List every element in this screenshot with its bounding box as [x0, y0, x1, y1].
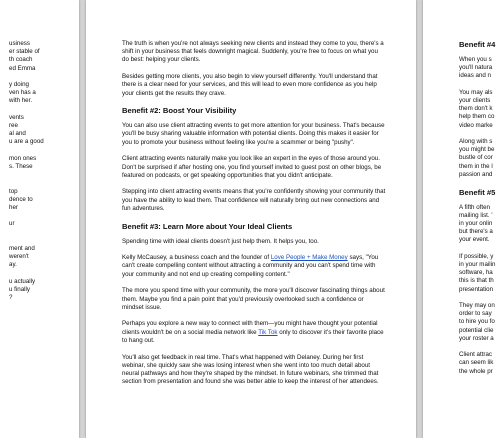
text-line: you'll natura — [459, 64, 493, 72]
text-line: u are a good — [9, 138, 44, 146]
text-line: video marke — [459, 121, 493, 129]
text-line: ideas and n — [459, 72, 491, 80]
text-line: order to say — [459, 310, 492, 318]
heading-benefit-2: Benefit #2: Boost Your Visibility — [122, 106, 237, 116]
text-line: ed Emma — [9, 64, 36, 72]
paragraph-with-link — [122, 254, 386, 279]
text-line: ree — [9, 122, 18, 130]
text-line: passion and — [459, 170, 493, 178]
heading-benefit-5: Benefit #5 — [459, 187, 496, 197]
text-line: this is that th — [459, 277, 494, 285]
text-line — [459, 294, 500, 302]
text-line: When you s — [459, 56, 492, 63]
text-line: them in the l — [459, 162, 493, 170]
text-line: ? — [9, 294, 13, 302]
text-line — [9, 229, 79, 237]
text-line: the whole pr — [459, 367, 493, 375]
text-line: help them co — [459, 113, 495, 121]
text-line: potential clie — [459, 326, 494, 334]
text-line — [9, 171, 79, 179]
text-line: in your onlin — [459, 219, 493, 227]
text-line: to hire you fo — [459, 318, 495, 326]
text: only to discover it's their favorite place to hang out. — [122, 328, 384, 344]
previous-page-text — [9, 40, 79, 303]
text-line: them don't k — [459, 105, 493, 113]
text-line: her — [9, 204, 18, 212]
text: Perhaps you explore a new way to connect with them—you might have thought your potential clients wouldn't be on a social media network like — [122, 320, 378, 336]
text-line: mailing list. ' — [459, 211, 493, 219]
text-line: u actually — [9, 277, 36, 285]
paragraph: Besides getting more clients, you also begin to view yourself differently. You'll understand that there is a clear need for your services, and this will lead to even more confidence as you help your clients get the results they crave. — [122, 73, 378, 97]
paragraph: The more you spend time with your community, the more you'll discover fascinating things about them. Maybe you find a pain point that you'd previously overlooked such a confidence or mindset issue. — [122, 287, 385, 311]
text-line: ur — [9, 220, 15, 228]
paragraph: You can also use client attracting events to get more attention for your business. That's because you'll be busy sharing valuable information with potential clients. Doing this makes it easier for you to promote your business without feeling like you're a scammer or being "pushy". — [122, 122, 385, 146]
text-line — [9, 212, 79, 220]
text-line: al and — [9, 130, 26, 138]
text-line: You may als — [459, 88, 493, 96]
text-line: but there's a — [459, 228, 493, 236]
text-line: you might be — [459, 146, 495, 154]
text-line: ven has a — [9, 89, 36, 97]
text-line — [9, 73, 79, 81]
paragraph: You'll also get feedback in real time. That's what happened with Delaney. During her first webinar, she quickly saw she was losing interest when she went into too much detail about neural pathways and how they're shaped by the mindset. In future webinars, she trimmed that section from presentation and found she was better able to keep the interest of her attendees. — [122, 353, 379, 386]
text-line: vents — [9, 113, 24, 121]
text-line: weren't — [9, 253, 29, 261]
next-page-text — [459, 40, 500, 376]
text: says, "You can't create compelling content without attracting a community and you can't spend time with your community and not end up creating compelling content." — [122, 254, 379, 278]
text-line: your roster a — [459, 334, 494, 342]
heading-benefit-4: Benefit #4 — [459, 40, 496, 49]
text-line — [459, 343, 500, 351]
text: Kelly McCausey, a business coach and the founder of — [122, 254, 271, 262]
text-line: can seem lik — [459, 359, 494, 367]
text-line: your event. — [459, 236, 490, 244]
text-line: er stable of — [9, 48, 40, 56]
text-line — [9, 147, 79, 155]
text-line — [459, 81, 500, 89]
text-line: mon ones — [9, 154, 37, 162]
text-line — [9, 106, 79, 114]
tik-tok-link[interactable]: Tik Tok — [258, 328, 278, 336]
text-line: u finally — [9, 286, 30, 294]
text-line: They may on — [459, 301, 495, 309]
text-line: Client attrac — [459, 351, 493, 359]
paragraph-with-link — [122, 320, 386, 345]
text-line: th coach — [9, 56, 33, 64]
current-page-body — [122, 40, 386, 395]
text-line: bustle of cor — [459, 154, 493, 162]
text-line: your clients — [459, 97, 491, 105]
text-block — [459, 56, 500, 179]
text-line: y doing — [9, 81, 29, 89]
text-line — [459, 130, 500, 138]
paragraph: The truth is when you're not always seeking new clients and instead they come to you, there's a shift in your business that feels downright magical. Suddenly, you're free to focus on what you do best: helping your clients. — [122, 40, 384, 64]
text-line: usiness — [9, 40, 30, 47]
text-line: software, ha — [459, 269, 493, 277]
paragraph: Stepping into client attracting events means that you're confidently showing your community that you have the ability to lead them. That confidence will naturally bring out new connections and fun adventures. — [122, 188, 386, 212]
text-line: ment and — [9, 245, 35, 253]
previous-page[interactable] — [0, 0, 79, 438]
text-line: presentation — [459, 285, 494, 293]
text-line — [459, 245, 500, 253]
text-line — [9, 179, 79, 187]
next-page[interactable] — [423, 0, 500, 438]
text-line — [9, 270, 79, 278]
text-line: A fifth often — [459, 203, 490, 211]
current-page[interactable] — [86, 0, 416, 438]
text-line: in your mailin — [459, 260, 496, 268]
text-block — [459, 204, 500, 376]
text-line: ay. — [9, 261, 17, 269]
text-line — [9, 237, 79, 245]
text-line: If possible, y — [459, 252, 494, 260]
text-line: s. These — [9, 163, 33, 171]
text-line: with her. — [9, 97, 33, 105]
text-line: top — [9, 187, 18, 195]
love-people-make-money-link[interactable]: Love People + Make Money — [270, 254, 348, 262]
text-line: Along with s — [459, 138, 493, 146]
paragraph: Spending time with ideal clients doesn't just help them. It helps you, too. — [122, 237, 319, 245]
text-line: dence to — [9, 195, 33, 203]
paragraph: Client attracting events naturally make you look like an expert in the eyes of those around you. Don't be surprised if after hosting one, you find yourself invited to guest post on other blogs, be featured on podcasts, or get speaking opportunities that you didn't anticipate. — [122, 155, 382, 179]
heading-benefit-3: Benefit #3: Learn More about Your Ideal Clients — [122, 221, 293, 231]
